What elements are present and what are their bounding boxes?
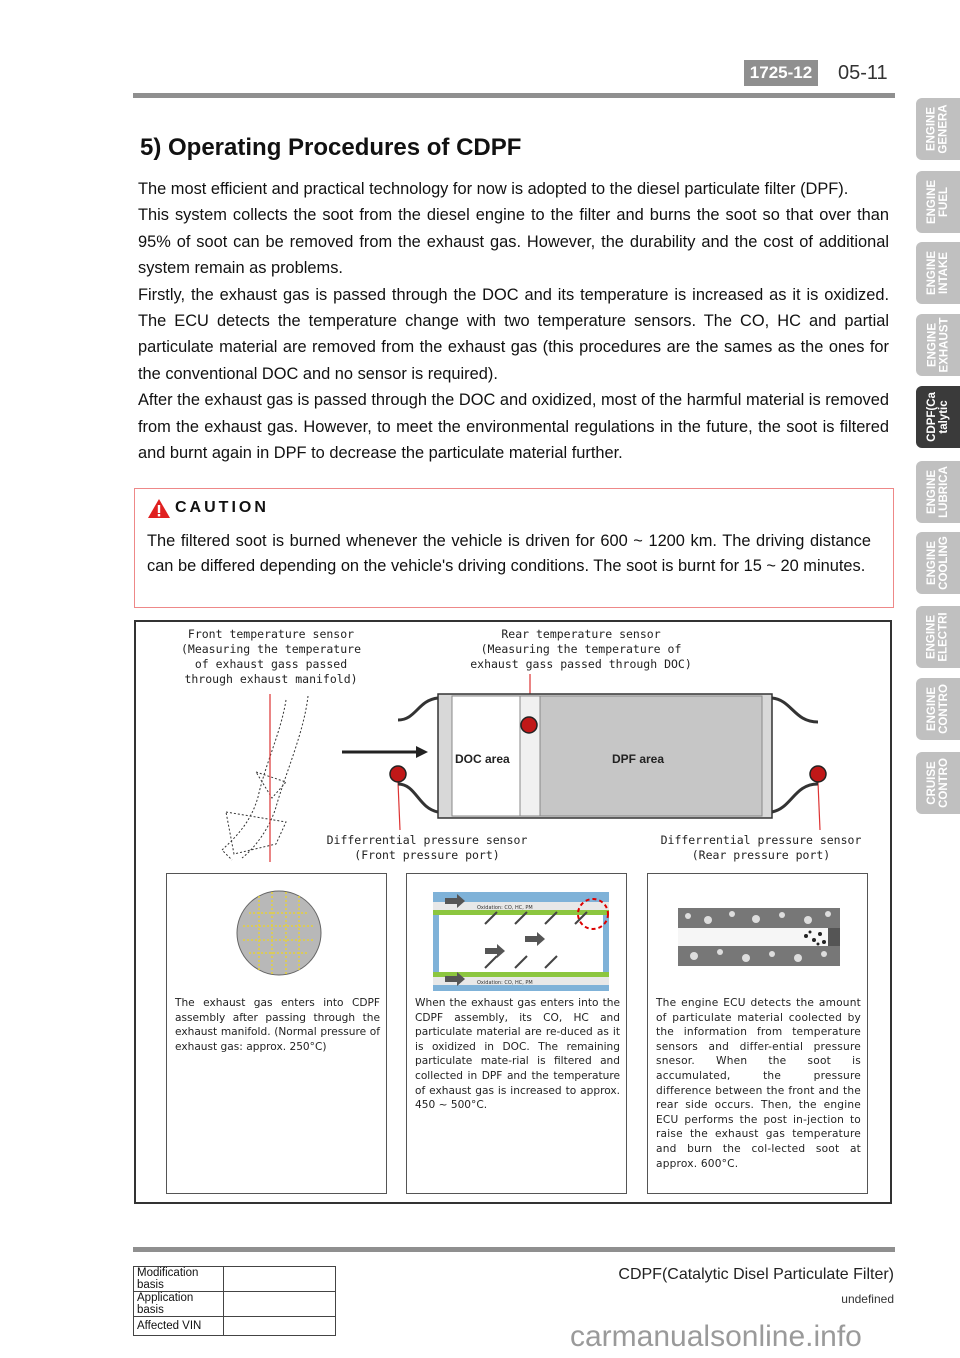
rear-pressure-port xyxy=(810,766,826,782)
table-value xyxy=(224,1292,336,1317)
panel-1-text: The exhaust gas enters into CDPF assembly after passing through the exhaust manifold. (Normal pressure of exhaust gas: approx. 250°C) xyxy=(175,997,380,1053)
exhaust-manifold-sketch xyxy=(222,696,308,860)
sidebar-tab-engine-intake[interactable] xyxy=(916,242,960,304)
tab-label: ENGINE FUEL xyxy=(926,179,950,225)
table-label: Modification basis xyxy=(134,1267,224,1292)
rear-temp-sensor-label: Rear temperature sensor (Measuring the temperature of exhaust gass passed through DOC) xyxy=(470,627,692,671)
dpf-area-label: DPF area xyxy=(612,752,665,766)
tab-label: ENGINE ELECTRI xyxy=(926,612,951,662)
paragraph: The most efficient and practical technology for now is adopted to the diesel particulate filter (DPF). xyxy=(138,180,849,198)
section-code-badge: 1725-12 xyxy=(744,60,818,86)
panel-2-text: When the exhaust gas enters into the CDPF assembly, its CO, HC and particulate material are re-duced as it is oxidized in DOC. The remaining particulate mate-rial is filtered and collected in DPF and the temperature of exhaust gas is increased to approx. 450 ~ 500°C. xyxy=(415,997,620,1112)
tab-label: ENGINE CONTRO xyxy=(926,684,950,734)
table-value xyxy=(224,1267,336,1292)
page-title: 5) Operating Procedures of CDPF xyxy=(140,134,522,161)
rear-pressure-sensor-label: Differrential pressure sensor (Rear pressure port) xyxy=(660,833,862,862)
oxidation-label-top: Oxidation: CO, HC, PM xyxy=(477,905,533,911)
soot-accumulation-diagram xyxy=(674,904,844,970)
tab-label: ENGINE EXHAUST xyxy=(926,317,951,373)
tab-label: CDPF(Ca talytic xyxy=(926,392,950,442)
sidebar-tab-engine-cooling[interactable] xyxy=(916,532,960,594)
sidebar-tab-engine-lubrication[interactable] xyxy=(916,461,960,523)
tab-label: CRUISE CONTRO xyxy=(926,758,950,808)
panel-3-text: The engine ECU detects the amount of particulate material coolected by the information from temperature sensors and differ-ential pressure snesor. When the soot is accumulated, the pressure difference between the front and the rear side occurs. Then, the engine ECU performs the post in-jection to raise the exhaust gas temperature and burn the col-lected soot at approx. 600°C. xyxy=(656,997,861,1170)
footer-subtitle: undefined xyxy=(841,1292,894,1306)
tab-label: ENGINE GENERA xyxy=(926,104,951,154)
table-label: Affected VIN xyxy=(134,1317,224,1336)
front-temp-sensor-label: Front temperature sensor (Measuring the temperature of exhaust gass passed through exhaust manifold) xyxy=(180,627,361,686)
table-value xyxy=(224,1317,336,1336)
rear-temp-sensor xyxy=(521,717,537,733)
sidebar-tab-engine-fuel[interactable] xyxy=(916,171,960,233)
tab-label: ENGINE INTAKE xyxy=(926,250,950,296)
figure-panel-2 xyxy=(406,873,627,1194)
tab-label: ENGINE LUBRICA xyxy=(926,466,950,518)
paragraph: This system collects the soot from the diesel engine to the filter and burns the soot so that over than 95% of soot can be removed from the exhaust gas. However, the durability and the cost of additional system remain as problems. xyxy=(138,206,889,278)
top-divider xyxy=(133,93,895,98)
watermark: carmanualsonline.info xyxy=(570,1320,862,1353)
caution-title: CAUTION xyxy=(175,499,269,516)
paragraph: Firstly, the exhaust gas is passed through the DOC and its temperature is increased as it is oxidized. The ECU detects the temperature change with two temperature sensors. The CO, HC and partial particulate material are removed from the exhaust gas (this procedures are the sames as the ones for the conventional DOC and no sensor is required). xyxy=(138,285,889,383)
sidebar-tab-engine-electrical[interactable] xyxy=(916,606,960,668)
front-pressure-sensor-label: Differrential pressure sensor (Front pressure port) xyxy=(326,833,528,862)
tab-label: ENGINE COOLING xyxy=(926,536,951,590)
cdpf-diagram xyxy=(136,622,890,867)
table-label: Application basis xyxy=(134,1292,224,1317)
intro-text xyxy=(138,176,889,466)
oxidation-label-bottom: Oxidation: CO, HC, PM xyxy=(477,980,533,986)
doc-area-label: DOC area xyxy=(455,752,510,766)
modification-basis-table xyxy=(133,1266,336,1336)
filter-flow-diagram xyxy=(425,888,617,992)
sidebar-tab-cdpf[interactable] xyxy=(916,386,960,448)
footer-title: CDPF(Catalytic Disel Particulate Filter) xyxy=(618,1266,894,1283)
front-pressure-port xyxy=(390,766,406,782)
bottom-divider xyxy=(133,1247,895,1252)
sidebar-tab-engine-general[interactable] xyxy=(916,98,960,160)
caution-box xyxy=(134,488,894,608)
sidebar-tab-engine-control[interactable] xyxy=(916,678,960,740)
caution-text: The filtered soot is burned whenever the vehicle is driven for 600 ~ 1200 km. The driving distance can be differed depending on the vehicle's driving conditions. The soot is burnt for 15 ~ 20 minutes. xyxy=(147,532,871,575)
warning-icon xyxy=(147,498,171,519)
filter-cross-section xyxy=(235,888,323,978)
figure-panel-3 xyxy=(647,873,868,1194)
figure-panel-1 xyxy=(166,873,387,1194)
sidebar-tab-engine-exhaust[interactable] xyxy=(916,314,960,376)
sidebar-tab-cruise-control[interactable] xyxy=(916,752,960,814)
page-number: 05-11 xyxy=(838,62,888,84)
paragraph: After the exhaust gas is passed through the DOC and oxidized, most of the harmful material is removed from the exhaust gas. However, to meet the environmental regulations in the future, the soot is filtered and burnt again in DPF to decrease the particulate material further. xyxy=(138,391,889,463)
